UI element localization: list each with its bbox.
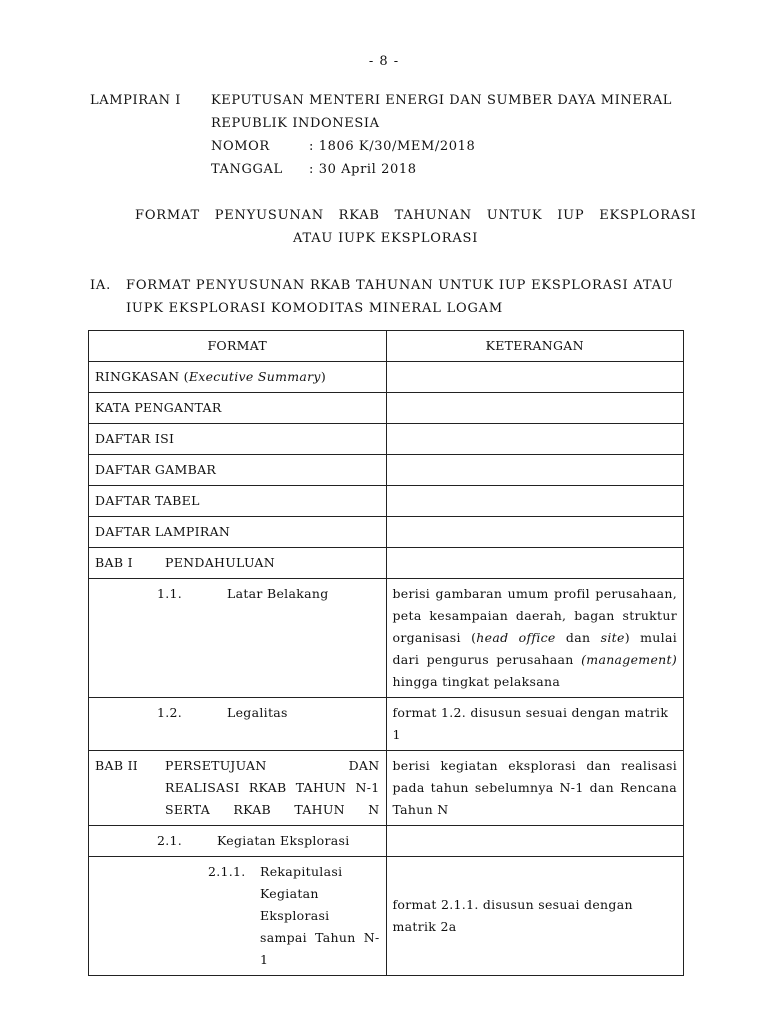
ringkasan-end: ): [320, 369, 326, 384]
table-row: [89, 548, 684, 579]
desc-text: berisi gambaran umum profil perusahaan, peta kesampaian daerah, bagan struktur organisasi (: [392, 586, 677, 645]
desc-em: head office: [476, 630, 556, 645]
item-2-1-number: 2.1.: [157, 833, 183, 848]
bab2-title: PERSETUJUAN DAN REALISASI RKAB TAHUN N-1 SERTA RKAB TAHUN N: [165, 758, 380, 817]
section-title-line2: IUPK EKSPLORASI KOMODITAS MINERAL LOGAM: [126, 301, 503, 316]
empty-cell: [386, 517, 684, 548]
section-number: IA.: [90, 278, 112, 293]
item-2-1-1-description: format 2.1.1. disusun sesuai dengan matrik 2a: [386, 857, 684, 976]
table-row: [89, 455, 684, 486]
bab2-description: berisi kegiatan eksplorasi dan realisasi pada tahun sebelumnya N-1 dan Rencana Tahun N: [386, 751, 684, 826]
table-row: [89, 751, 684, 826]
desc-text: ) mulai dari pengurus perusahaan: [392, 630, 678, 667]
item-1-1-description: [386, 579, 684, 698]
row-bab1: [89, 548, 387, 579]
table-row: [89, 579, 684, 698]
ringkasan-text: RINGKASAN (: [95, 369, 189, 384]
item-1-1-number: 1.1.: [157, 586, 183, 601]
decree-title-line2: REPUBLIK INDONESIA: [211, 116, 380, 131]
item-2-1-1-title: Rekapitulasi Kegiatan Eksplorasi sampai Tahun N-1: [260, 864, 380, 967]
document-title-line1: FORMAT PENYUSUNAN RKAB TAHUNAN UNTUK IUP EKSPLORASI: [135, 208, 697, 223]
desc-text: hingga tingkat pelaksana: [392, 674, 561, 689]
tanggal-value: : 30 April 2018: [309, 162, 417, 177]
item-1-2-number: 1.2.: [157, 705, 183, 720]
bab2-number: BAB II: [95, 758, 139, 773]
item-2-1-title: Kegiatan Eksplorasi: [217, 833, 350, 848]
empty-cell: [386, 486, 684, 517]
table-row: [89, 517, 684, 548]
row-2-1: [89, 826, 387, 857]
row-daftar-isi: DAFTAR ISI: [89, 424, 387, 455]
nomor-value: : 1806 K/30/MEM/2018: [309, 139, 476, 154]
document-title-line2: ATAU IUPK EKSPLORASI: [293, 231, 479, 246]
table-row: [89, 424, 684, 455]
item-1-2-description: format 1.2. disusun sesuai dengan matrik 1: [386, 698, 684, 751]
item-2-1-1-number: 2.1.1.: [208, 864, 246, 879]
table-row: [89, 393, 684, 424]
row-bab2: [89, 751, 387, 826]
bab1-number: BAB I: [95, 555, 133, 570]
row-kata-pengantar: KATA PENGANTAR: [89, 393, 387, 424]
row-1-1: [89, 579, 387, 698]
col-keterangan-header: KETERANGAN: [386, 331, 684, 362]
item-1-1-title: Latar Belakang: [227, 586, 329, 601]
section-title-line1: FORMAT PENYUSUNAN RKAB TAHUNAN UNTUK IUP EKSPLORASI ATAU: [126, 278, 674, 293]
table-row: [89, 857, 684, 976]
page-number: - 8 -: [368, 54, 400, 69]
item-1-2-title: Legalitas: [227, 705, 288, 720]
row-daftar-tabel: DAFTAR TABEL: [89, 486, 387, 517]
col-format-header: FORMAT: [89, 331, 387, 362]
format-table: [88, 330, 684, 976]
nomor-label: NOMOR: [211, 139, 270, 154]
empty-cell: [386, 362, 684, 393]
row-daftar-gambar: DAFTAR GAMBAR: [89, 455, 387, 486]
table-row: [89, 486, 684, 517]
desc-text: dan: [555, 630, 601, 645]
tanggal-label: TANGGAL: [211, 162, 283, 177]
desc-em: site: [600, 630, 625, 645]
table-row: [89, 826, 684, 857]
row-1-2: [89, 698, 387, 751]
bab1-title: PENDAHULUAN: [165, 555, 275, 570]
table-header-row: [89, 331, 684, 362]
empty-cell: [386, 424, 684, 455]
row-daftar-lampiran: DAFTAR LAMPIRAN: [89, 517, 387, 548]
desc-em: (management): [581, 652, 677, 667]
decree-title-line1: KEPUTUSAN MENTERI ENERGI DAN SUMBER DAYA MINERAL: [211, 93, 673, 108]
empty-cell: [386, 455, 684, 486]
ringkasan-em: Executive Summary: [188, 369, 321, 384]
empty-cell: [386, 393, 684, 424]
empty-cell: [386, 548, 684, 579]
empty-cell: [386, 826, 684, 857]
row-ringkasan: [89, 362, 387, 393]
row-2-1-1: [89, 857, 387, 976]
table-row: [89, 362, 684, 393]
table-row: [89, 698, 684, 751]
lampiran-label: LAMPIRAN I: [90, 93, 182, 108]
